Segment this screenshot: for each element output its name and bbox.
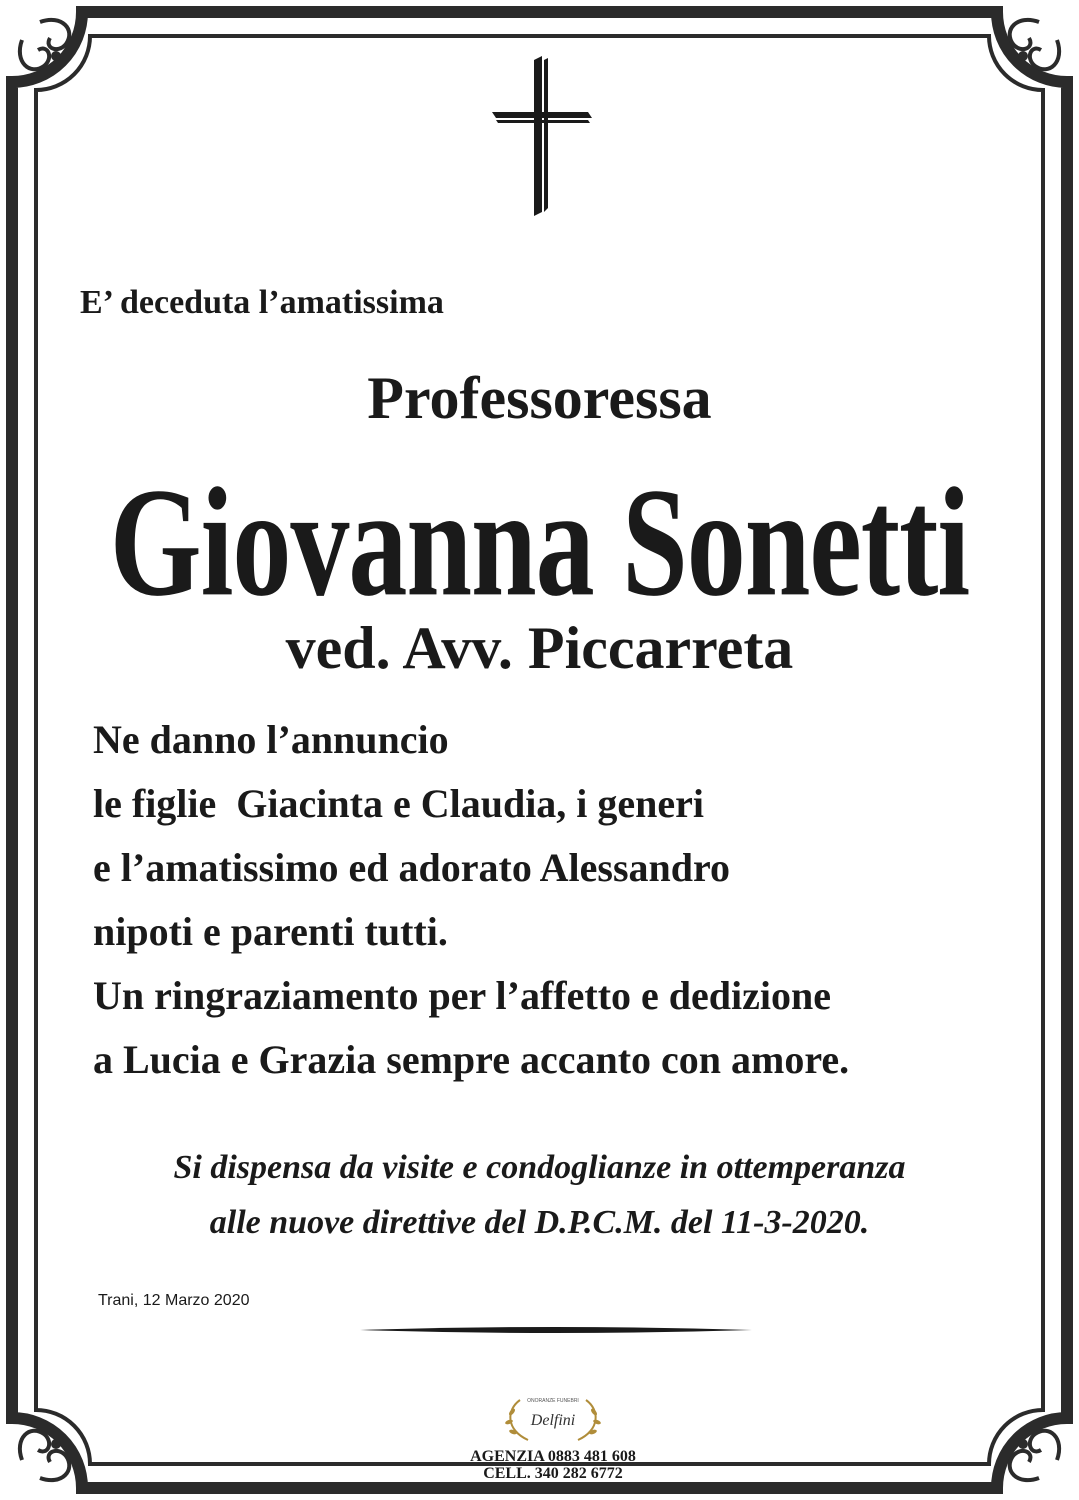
announcement-line: e l’amatissimo ed adorato Alessandro — [93, 845, 731, 890]
announcement-line: Un ringraziamento per l’affetto e dedizione — [93, 973, 831, 1018]
announcement-line: le figlie Giacinta e Claudia, i generi — [93, 781, 705, 826]
logo-top-text: ONORANZE FUNEBRI — [527, 1398, 579, 1404]
dispensation-note — [0, 1140, 1079, 1250]
widow-of-line: ved. Avv. Piccarreta — [285, 615, 794, 681]
announcement-line: nipoti e parenti tutti. — [93, 909, 448, 954]
announcement-line: a Lucia e Grazia sempre accanto con amore. — [93, 1037, 850, 1082]
announcement-text — [93, 708, 849, 1092]
place-date: Trani, 12 Marzo 2020 — [98, 1292, 250, 1309]
note-line: Si dispensa da visite e condoglianze in ottemperanza — [173, 1149, 906, 1186]
latin-cross-icon — [490, 56, 592, 216]
signature-divider — [360, 1326, 752, 1334]
note-line: alle nuove direttive del D.P.C.M. del 11-3-2020. — [209, 1204, 870, 1241]
agency-contacts — [440, 1448, 666, 1482]
agency-logo-icon — [498, 1392, 608, 1444]
agency-phone: AGENZIA 0883 481 608 — [470, 1448, 636, 1465]
deceased-name: Giovanna Sonetti — [109, 455, 970, 629]
intro-text: E’ deceduta l’amatissima — [80, 284, 444, 321]
announcement-line: Ne danno l’annuncio — [93, 717, 449, 762]
logo-name: Delfini — [530, 1412, 576, 1429]
agency-cell: CELL. 340 282 6772 — [483, 1465, 623, 1482]
deceased-title: Professoressa — [367, 365, 712, 431]
